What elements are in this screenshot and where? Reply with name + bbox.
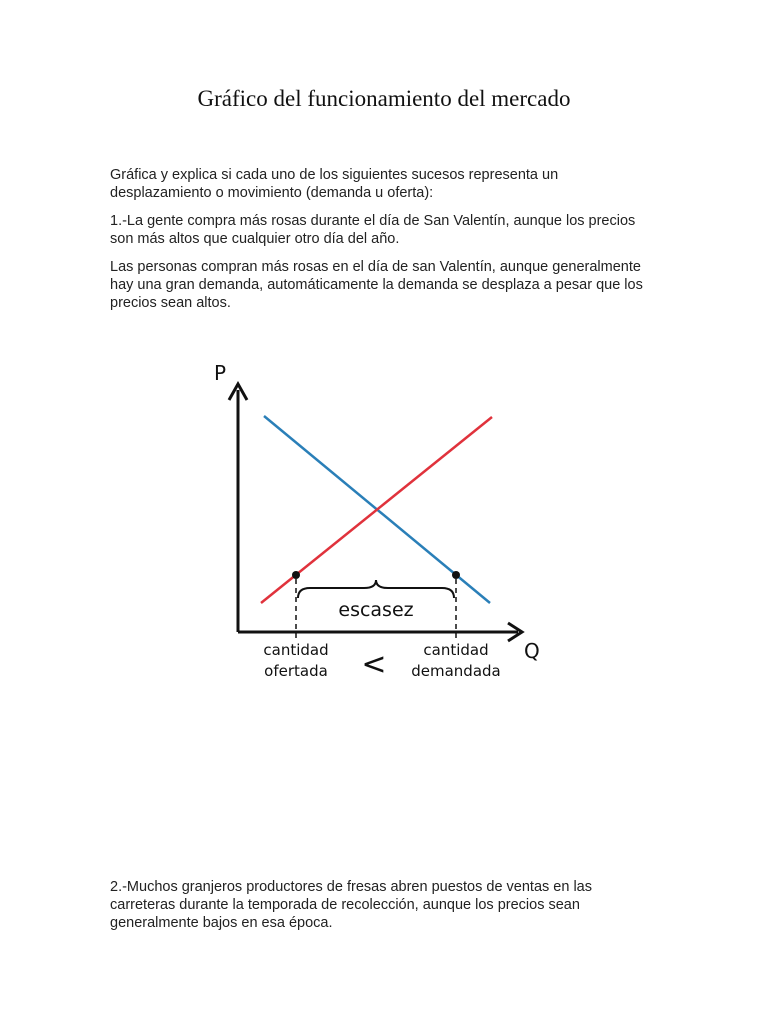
intro-paragraph: Gráfica y explica si cada uno de los siguientes sucesos representa un desplazamiento o movimiento (demanda u oferta): bbox=[110, 167, 559, 201]
left-label-line2: ofertada bbox=[264, 662, 328, 680]
answer-1: Las personas compran más rosas en el día de san Valentín, aunque generalmente hay una gran demanda, automáticamente la demanda se desplaza a pesar que los precios sean altos. bbox=[110, 259, 643, 311]
question-1: 1.-La gente compra más rosas durante el día de San Valentín, aunque los precios son más altos que cualquier otro día del año. bbox=[110, 213, 636, 247]
shortage-brace bbox=[298, 580, 454, 598]
x-axis-label: Q bbox=[524, 639, 540, 663]
left-label-line1: cantidad bbox=[263, 641, 329, 659]
supply-point bbox=[292, 571, 300, 579]
right-label-line1: cantidad bbox=[423, 641, 489, 659]
demand-point bbox=[452, 571, 460, 579]
right-label-line2: demandada bbox=[411, 662, 501, 680]
gap-label: escasez bbox=[338, 599, 414, 621]
page-title: Gráfico del funcionamiento del mercado bbox=[197, 86, 571, 111]
question-2: 2.-Muchos granjeros productores de fresas abren puestos de ventas en las carreteras durante la temporada de recolección, aunque los precios sean generalmente bajos en esa época. bbox=[110, 879, 592, 931]
market-diagram bbox=[200, 350, 560, 690]
comparison-symbol: < bbox=[361, 647, 387, 682]
y-axis-label: P bbox=[214, 361, 227, 385]
